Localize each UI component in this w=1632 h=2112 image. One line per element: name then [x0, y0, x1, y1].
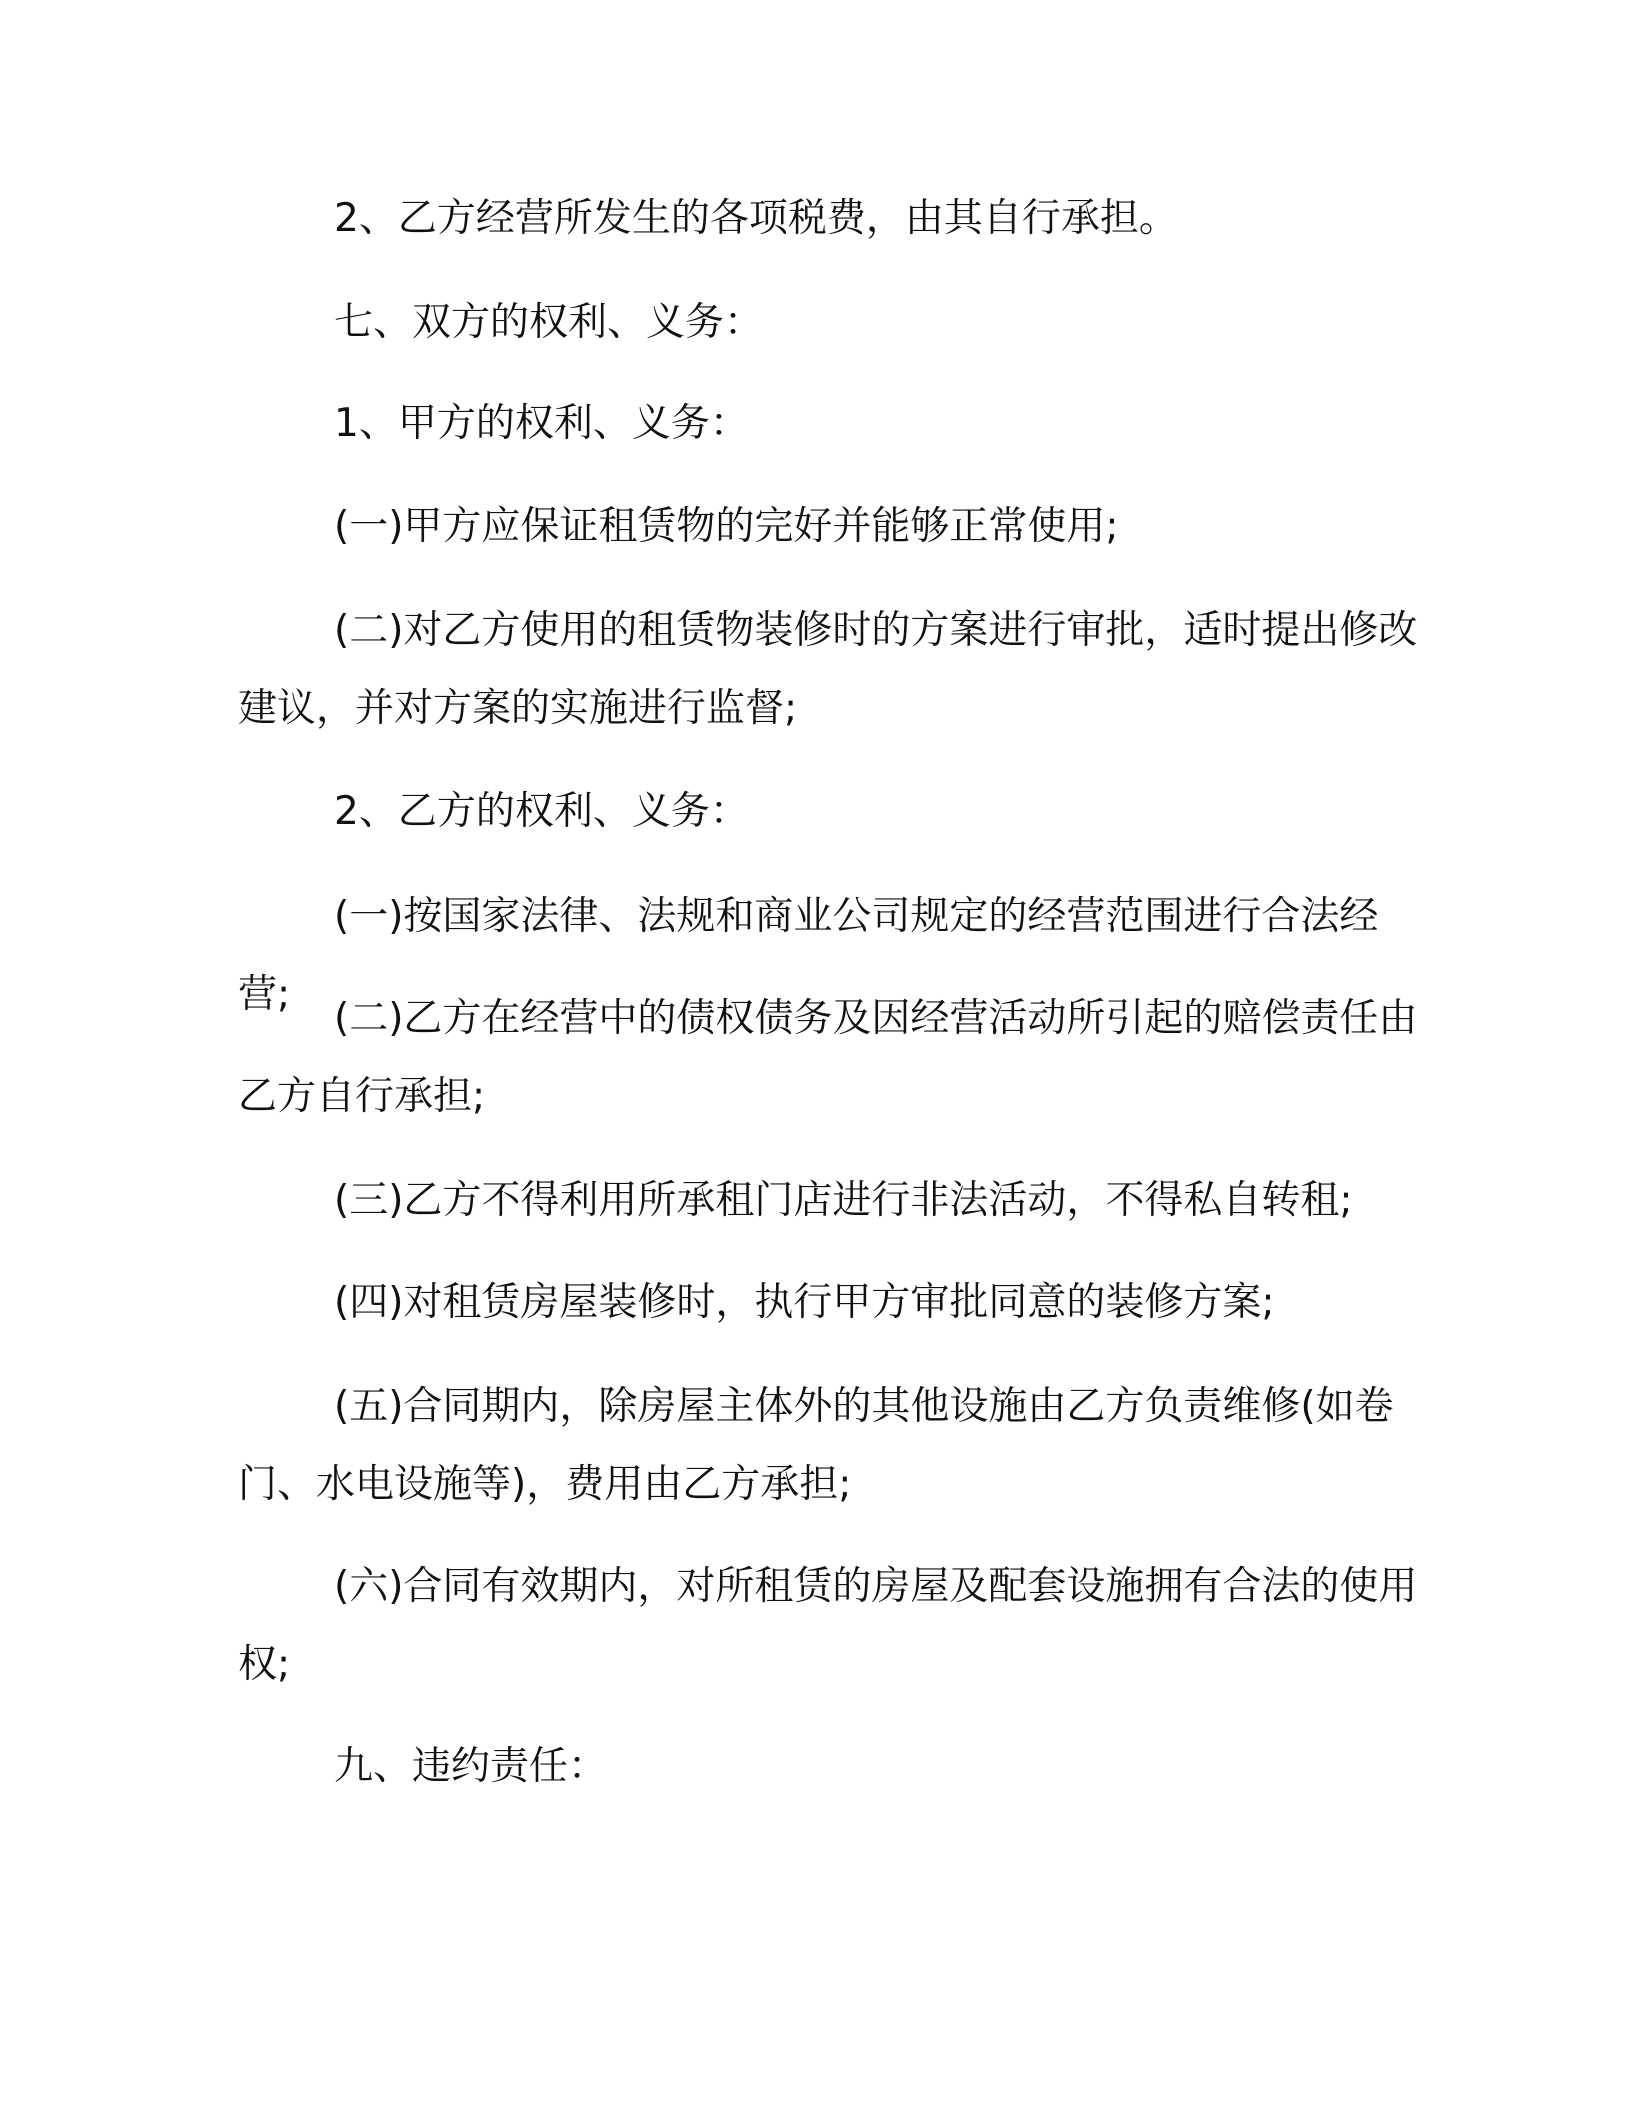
paragraph-b-4: (四)对租赁房屋装修时，执行甲方审批同意的装修方案;: [334, 1280, 1275, 1325]
paragraph-b-2: (二)乙方在经营中的债权债务及因经营活动所引起的赔偿责任由乙方自行承担;: [238, 996, 1418, 1119]
paragraph-b-6: (六)合同有效期内，对所租赁的房屋及配套设施拥有合法的使用权;: [238, 1564, 1418, 1687]
paragraph-a-2: (二)对乙方使用的租赁物装修时的方案进行审批，适时提出修改建议，并对方案的实施进行监督;: [238, 608, 1418, 731]
paragraph-b-3: (三)乙方不得利用所承租门店进行非法活动，不得私自转租;: [334, 1178, 1353, 1223]
heading-liability: 九、违约责任：: [334, 1744, 608, 1789]
paragraph-a-1: (一)甲方应保证租赁物的完好并能够正常使用;: [334, 504, 1119, 549]
paragraph-b-1: (一)按国家法律、法规和商业公司规定的经营范围进行合法经营;: [238, 894, 1379, 1017]
heading-party-b: 2、乙方的权利、义务：: [334, 789, 749, 834]
paragraph-tax: 2、乙方经营所发生的各项税费，由其自行承担。: [334, 196, 1178, 241]
heading-rights-obligations: 七、双方的权利、义务：: [334, 300, 764, 345]
paragraph-b-5: (五)合同期内，除房屋主体外的其他设施由乙方负责维修(如卷门、水电设施等)，费用由乙方承担;: [238, 1384, 1394, 1507]
heading-party-a: 1、甲方的权利、义务：: [334, 401, 749, 446]
